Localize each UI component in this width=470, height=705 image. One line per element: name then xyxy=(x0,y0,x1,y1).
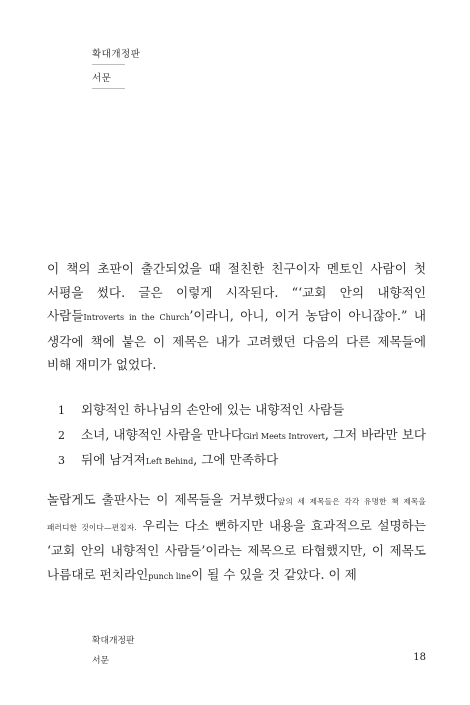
list-item xyxy=(58,422,438,447)
list-item-english: Left Behind xyxy=(145,457,194,466)
footer-subtitle: 서문 xyxy=(92,656,109,666)
header-rule-bottom xyxy=(92,88,125,89)
list-item-number: 3 xyxy=(58,454,65,467)
paragraph-1-text-a: 이 책의 초판이 출간되었을 때 절친한 친구이자 멘토인 사람이 첫 서평을 썼다. 글은 이렇게 시작된다. “‘교회 안의 내향적인 사람들 xyxy=(47,261,426,323)
editor-note: 앞의 세 제목들은 각각 유명한 책 제목을 패러디한 것이다—편집자. xyxy=(47,497,426,532)
paragraph-2 xyxy=(47,488,426,588)
list-item-korean: 소녀, 내향적인 사람을 만나다 xyxy=(81,427,243,442)
list-item-korean: 외향적인 하나님의 손안에 있는 내향적인 사람들 xyxy=(81,402,345,417)
english-term-punch-line: punch line xyxy=(148,571,191,581)
list-item-number: 2 xyxy=(58,429,65,442)
paragraph-2-text-a: 놀랍게도 출판사는 이 제목들을 거부했다 xyxy=(47,492,278,507)
paragraph-1 xyxy=(47,257,426,377)
list-item-text xyxy=(81,397,438,422)
header-rule-top xyxy=(92,64,125,65)
list-item xyxy=(58,447,438,472)
running-head-subtitle: 서문 xyxy=(92,73,112,84)
paragraph-2-text-c: 이 될 수 있을 것 같았다. 이 제 xyxy=(190,566,357,582)
list-item-text xyxy=(81,447,438,474)
list-item-korean: 뒤에 남겨져 xyxy=(81,452,146,467)
paragraph-2-text-b: 우리는 다소 뻔하지만 내용을 효과적으로 설명하는 ‘교회 안의 내향적인 사람들’이라는 제목으로 타협했지만, 이 제목도 나름대로 펀치라인 xyxy=(47,517,426,582)
list-item-number: 1 xyxy=(58,404,65,417)
page-number: 18 xyxy=(413,652,426,663)
running-head-title: 확대개정판 xyxy=(92,49,141,60)
paragraph-1-text-b: ’이라니, 아니, 이거 농담이 아니잖아.” 내 생각에 책에 붙은 이 제목은 내가 고려했던 다음의 다른 제목들에 비해 재미가 없었다. xyxy=(47,308,427,372)
list-item-continuation: , 그저 바라만 보다 xyxy=(324,427,427,442)
list-item-continuation: , 그에 만족하다 xyxy=(193,452,279,467)
list-item-english: Girl Meets Introvert xyxy=(243,432,325,441)
english-term-introverts-in-the-church: Introverts in the Church xyxy=(83,313,190,322)
list-item-text xyxy=(81,422,438,449)
footer-title: 확대개정판 xyxy=(92,636,135,646)
list-item xyxy=(58,397,438,422)
alternative-titles-list xyxy=(58,397,438,472)
